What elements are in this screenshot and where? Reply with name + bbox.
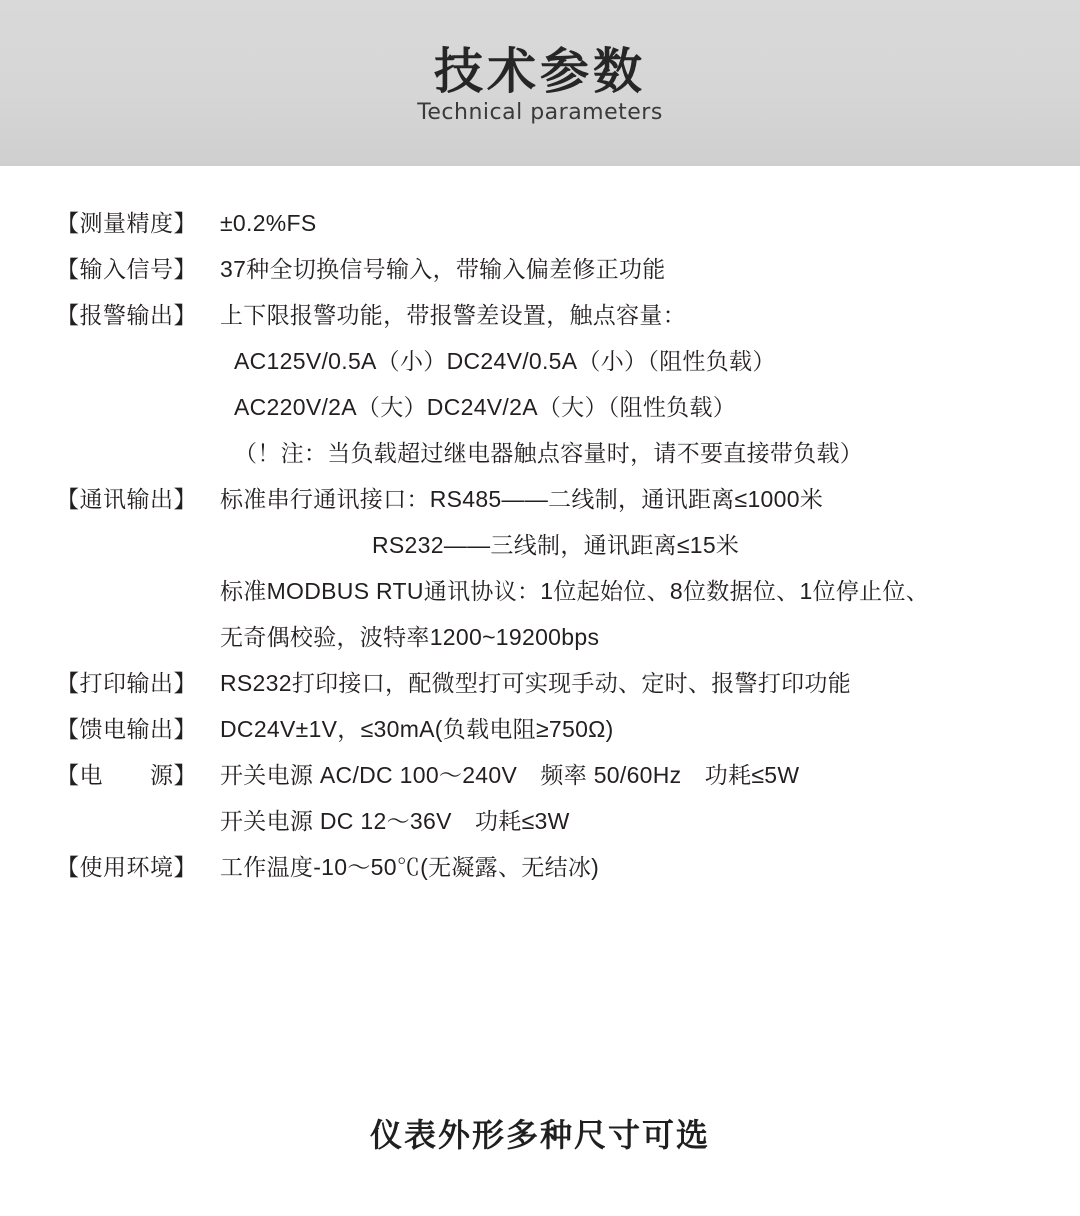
spec-label: 【电 源】	[56, 762, 197, 788]
spec-row	[0, 292, 1080, 476]
spec-label: 【打印输出】	[56, 670, 197, 696]
spec-value-line: （！注：当负载超过继电器触点容量时，请不要直接带负载）	[234, 440, 864, 466]
spec-value-line: 标准MODBUS RTU通讯协议：1位起始位、8位数据位、1位停止位、	[220, 578, 930, 604]
spec-row	[0, 200, 1080, 246]
footer-title: 仪表外形多种尺寸可选	[369, 1117, 710, 1153]
spec-value-line: 上下限报警功能，带报警差设置，触点容量：	[220, 302, 686, 328]
spec-values	[214, 844, 1080, 890]
spec-label: 【报警输出】	[56, 302, 197, 328]
spec-label: 【输入信号】	[56, 256, 197, 282]
spec-value-line: 标准串行通讯接口：RS485——二线制，通讯距离≤1000米	[220, 486, 824, 512]
spec-value-line: AC125V/0.5A（小）DC24V/0.5A（小）（阻性负载）	[234, 348, 776, 374]
spec-value-line: 开关电源 DC 12～36V 功耗≤3W	[220, 808, 570, 834]
page-title: 技术参数	[433, 44, 646, 99]
spec-row	[0, 752, 1080, 844]
spec-label: 【馈电输出】	[56, 716, 197, 742]
spec-value-line: 37种全切换信号输入，带输入偏差修正功能	[220, 256, 666, 282]
spec-value-line: 无奇偶校验，波特率1200~19200bps	[220, 624, 600, 650]
spec-values	[214, 292, 1080, 476]
spec-values	[214, 752, 1080, 844]
spec-row	[0, 844, 1080, 890]
spec-values	[214, 660, 1080, 706]
spec-row	[0, 476, 1080, 660]
spec-values	[214, 476, 1080, 660]
spec-row	[0, 246, 1080, 292]
spec-value-line: RS232——三线制，通讯距离≤15米	[372, 532, 740, 558]
spec-row	[0, 706, 1080, 752]
spec-row	[0, 660, 1080, 706]
spec-value-line: ±0.2%FS	[220, 210, 317, 236]
page-subtitle: Technical parameters	[417, 100, 663, 126]
footer-section	[0, 1110, 1080, 1156]
spec-value-line: DC24V±1V，≤30mA(负载电阻≥750Ω)	[220, 716, 614, 742]
spec-label: 【通讯输出】	[56, 486, 197, 512]
spec-values	[214, 200, 1080, 246]
spec-values	[214, 706, 1080, 752]
spec-values	[214, 246, 1080, 292]
spec-label: 【测量精度】	[56, 210, 197, 236]
spec-value-line: 工作温度-10～50℃(无凝露、无结冰)	[220, 854, 600, 880]
specification-list	[0, 166, 1080, 890]
spec-value-line: 开关电源 AC/DC 100～240V 频率 50/60Hz 功耗≤5W	[220, 762, 800, 788]
spec-value-line: AC220V/2A（大）DC24V/2A（大）（阻性负载）	[234, 394, 737, 420]
spec-value-line: RS232打印接口，配微型打可实现手动、定时、报警打印功能	[220, 670, 852, 696]
page-header-banner	[0, 0, 1080, 166]
spec-label: 【使用环境】	[56, 854, 197, 880]
